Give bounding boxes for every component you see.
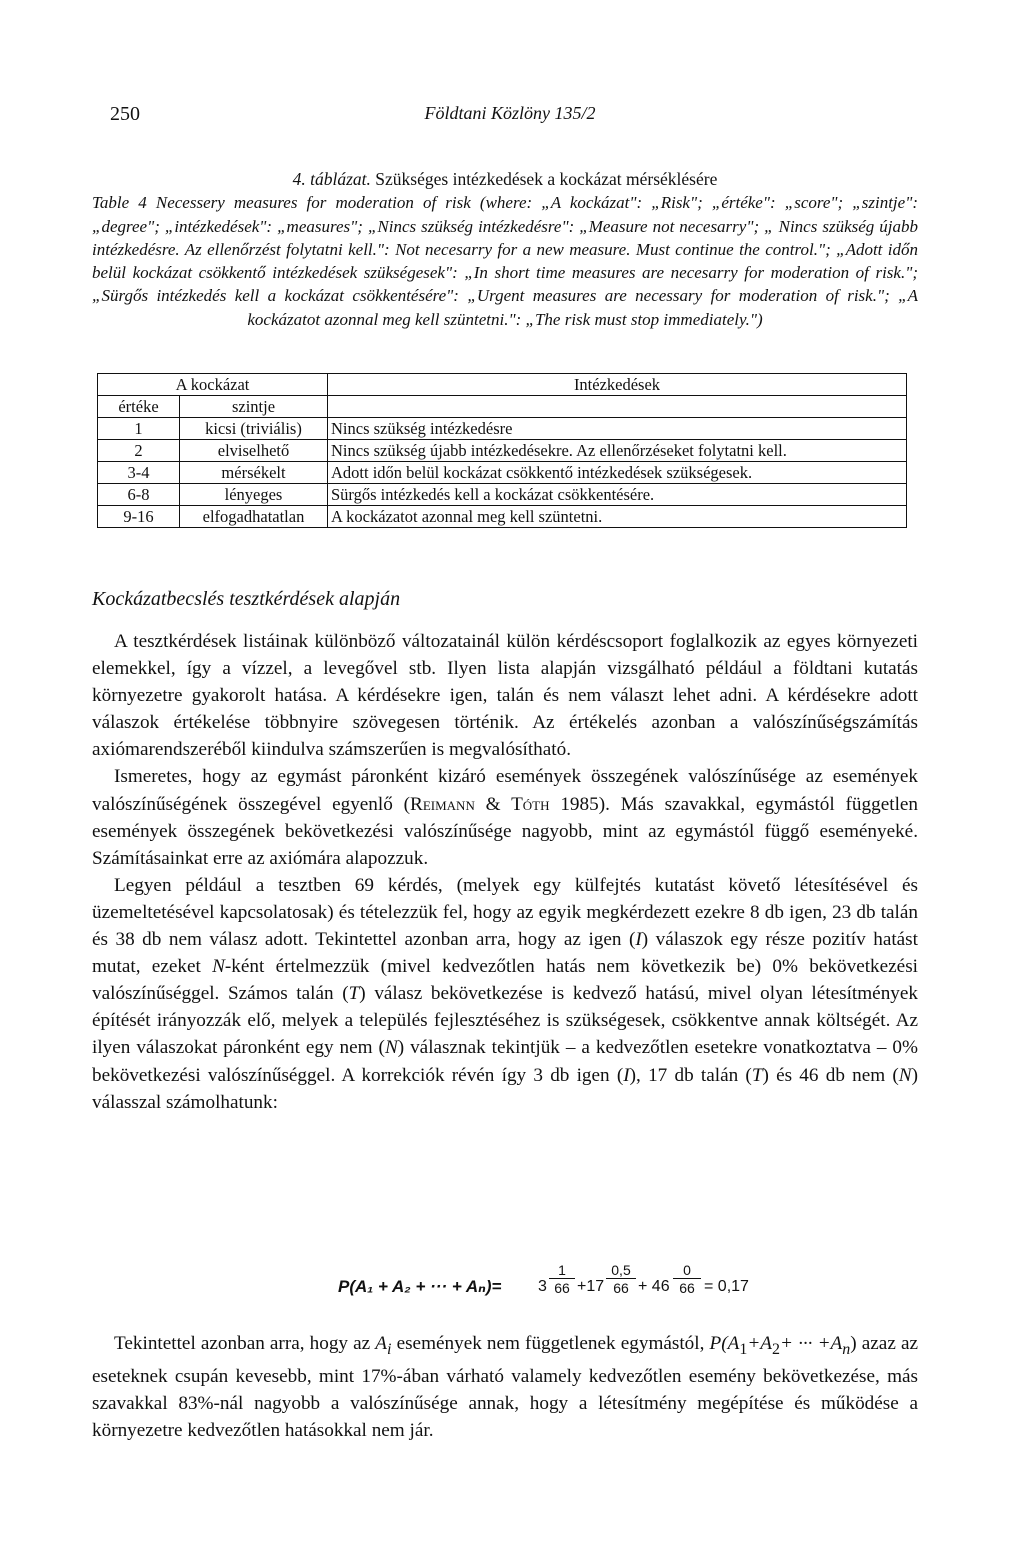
text-run: ) válasszal számolhatunk: <box>92 1064 918 1113</box>
text-run: ) válasz bekövetkezése is kedvező hatású, mivel olyan létesítmények építését irányozzák elő, melyek a település fejlesztéséhez is szükségesek, csökkentve annak költségét. Az ilyen válaszokat páronként egy nem ( <box>92 983 918 1059</box>
risk-table <box>97 373 907 528</box>
formula-fraction-2 <box>606 1262 636 1297</box>
fraction-denominator: 66 <box>554 1280 570 1296</box>
fraction-numerator: 1 <box>549 1262 575 1279</box>
cell-measure: Sürgős intézkedés kell a kockázat csökkentésére. <box>328 484 907 506</box>
table-caption <box>92 168 918 331</box>
header-risk: A kockázat <box>98 374 328 396</box>
citation: Reimann & Tóth <box>410 793 550 815</box>
caption-hungarian: Szükséges intézkedések a kockázat mérséklésére <box>370 169 718 189</box>
formula-fraction-1 <box>549 1262 575 1297</box>
cell-measure: A kockázatot azonnal meg kell szüntetni. <box>328 506 907 528</box>
cell-degree: kicsi (triviális) <box>180 418 328 440</box>
cell-degree: elviselhető <box>180 440 328 462</box>
symbol-i: I <box>635 929 642 951</box>
text-run: ), 17 db talán ( <box>629 1064 752 1086</box>
paragraph-1: A tesztkérdések listáinak különböző változatainál külön kérdéscsoport foglalkozik az egyes környezeti elemekkel, így a vízzel, a levegővel stb. Ilyen lista alapján vizsgálható például a földtani kutatás környezetre gyakorolt hatása. A kérdésekre igen, talán és nem választ lehet adni. A kérdésekre adott válaszok értékelése többnyire szövegesen történik. Az értékelés azonban a valószínűségszámítás axiómarendszeréből kiindulva számszerűen is megvalósítható. <box>92 631 918 761</box>
text-run: -ként értelmezzük (mivel kedvezőtlen hatás nem következik be) 0% bekövetkezési valószínűséggel. Számos talán ( <box>92 956 918 1005</box>
formula-coef-1: 3 <box>538 1278 547 1295</box>
symbol-t: T <box>348 983 360 1005</box>
table-row <box>98 462 907 484</box>
text-run: Legyen például a tesztben 69 kérdés, (melyek egy külfejtés kutatást követő létesítésével és üzemeltetésével kapcsolatosak) és tételezzük fel, hogy az egyik megkérdezett ezekre 8 db igen, 23 db talán és 38 db nem válasz adott. Tekintettel azonban arra, hogy az igen ( <box>92 874 918 951</box>
table-header-row <box>98 374 907 396</box>
page-number: 250 <box>110 103 140 125</box>
formula-fraction-3 <box>673 1262 701 1297</box>
text-run: Tekintettel azonban arra, hogy az <box>114 1333 376 1354</box>
cell-measure: Nincs szükség újabb intézkedésekre. Az ellenőrzéseket folytatni kell. <box>328 440 907 462</box>
body-text <box>92 628 918 1116</box>
header-empty <box>328 396 907 418</box>
table-row <box>98 506 907 528</box>
text-run: Ismeretes, hogy az egymást páronként kizáró események összegének valószínűsége az események valószínűségének összegével egyenlő ( <box>92 766 918 815</box>
caption-title <box>92 168 918 191</box>
text-run: 1985). Más szavakkal, egymástól független események összegének bekövetkezési valószínűsége nagyobb, mint az egymástól függő eseményeké. Számításainkat erre az axiómára alapozzuk. <box>92 793 919 869</box>
cell-score: 1 <box>98 418 180 440</box>
fraction-numerator: 0,5 <box>606 1262 636 1279</box>
paragraph-3 <box>92 872 918 1116</box>
text-run: ) válaszok egy része pozitív hatást mutat, ezeket <box>92 929 918 978</box>
symbol-a: +A <box>747 1333 773 1354</box>
cell-score: 3-4 <box>98 462 180 484</box>
symbol-t: T <box>751 1064 763 1086</box>
paragraph-2 <box>92 763 918 871</box>
header-score: értéke <box>98 396 180 418</box>
table-row <box>98 484 907 506</box>
cell-measure: Nincs szükség intézkedésre <box>328 418 907 440</box>
text-run: ) válasznak tekintjük – a kedvezőtlen esetekre vonatkoztatva – 0% bekövetkezési valószínűséggel. A korrekciók révén így 3 db igen ( <box>92 1037 918 1086</box>
formula-lhs: P(A₁ + A₂ + ··· + Aₙ)= <box>338 1277 502 1296</box>
symbol-n: N <box>898 1064 912 1086</box>
text-run: ) azaz az eseteknek csupán kevesebb, mint 17%-ában várható valamely kedvezőtlen esemény bekövetkezése, más szavakkal 83%-nál nagyobb a valószínűsége annak, hogy a létesítmény megépítése és működése a környezetre kedvezőtlen hatásokkal nem jár. <box>92 1333 918 1442</box>
subscript-i: i <box>387 1340 392 1358</box>
subscript-n: n <box>842 1340 851 1358</box>
caption-label: 4. táblázat. <box>292 169 371 189</box>
symbol-i: I <box>623 1064 630 1086</box>
caption-english: Table 4 Necessery measures for moderation of risk (where: „A kockázat": „Risk"; „értéke": „score"; „szintje": „degree"; „intézkedések": „measures"; „Nincs szükség intézkedésre": „Measure not necesarry"; „ Nincs szükség újabb intézkedésre. Az ellenőrzést folytatni kell.": Not necesarry for a new measure. Must continue the control."; „Adott időn belül kockázat csökkentő intézkedések szükségesek": „In short time measures are necesarry for moderation of risk."; „Sürgős intézkedés kell a kockázat csökkentésére": „Urgent measures are necessary for moderation of risk."; „A kockázatot azonnal meg kell szüntetni.": „The risk must stop immediately.") <box>92 193 918 329</box>
cell-measure: Adott időn belül kockázat csökkentő intézkedések szükségesek. <box>328 462 907 484</box>
cell-score: 6-8 <box>98 484 180 506</box>
fraction-denominator: 66 <box>679 1280 695 1296</box>
body-text-continued <box>92 1330 918 1445</box>
formula-result: = 0,17 <box>704 1278 749 1295</box>
symbol-a: A <box>375 1333 387 1354</box>
cell-degree: elfogadhatatlan <box>180 506 328 528</box>
header-measures: Intézkedések <box>328 374 907 396</box>
text-run: ) és 46 db nem ( <box>762 1064 899 1086</box>
probability-formula <box>338 1262 758 1312</box>
table-subheader-row <box>98 396 907 418</box>
cell-score: 2 <box>98 440 180 462</box>
table-row <box>98 440 907 462</box>
page-header <box>110 103 910 127</box>
symbol-a: + ··· +A <box>780 1333 843 1354</box>
fraction-denominator: 66 <box>613 1280 629 1296</box>
section-title: Kockázatbecslés tesztkérdések alapján <box>92 588 401 610</box>
journal-title: Földtani Közlöny 135/2 <box>424 103 596 123</box>
subscript-2: 2 <box>772 1340 781 1358</box>
cell-score: 9-16 <box>98 506 180 528</box>
table-row <box>98 418 907 440</box>
fraction-numerator: 0 <box>673 1262 701 1279</box>
text-run: események nem függetlenek egymástól, <box>391 1333 710 1354</box>
formula-coef-3: + 46 <box>638 1278 670 1295</box>
cell-degree: lényeges <box>180 484 328 506</box>
symbol-n: N <box>384 1037 398 1059</box>
header-degree: szintje <box>180 396 328 418</box>
subscript-1: 1 <box>739 1340 748 1358</box>
symbol-n: N <box>212 956 225 978</box>
symbol-p: P(A <box>709 1333 740 1354</box>
formula-coef-2: +17 <box>577 1278 605 1295</box>
cell-degree: mérsékelt <box>180 462 328 484</box>
paragraph-4 <box>92 1330 918 1445</box>
